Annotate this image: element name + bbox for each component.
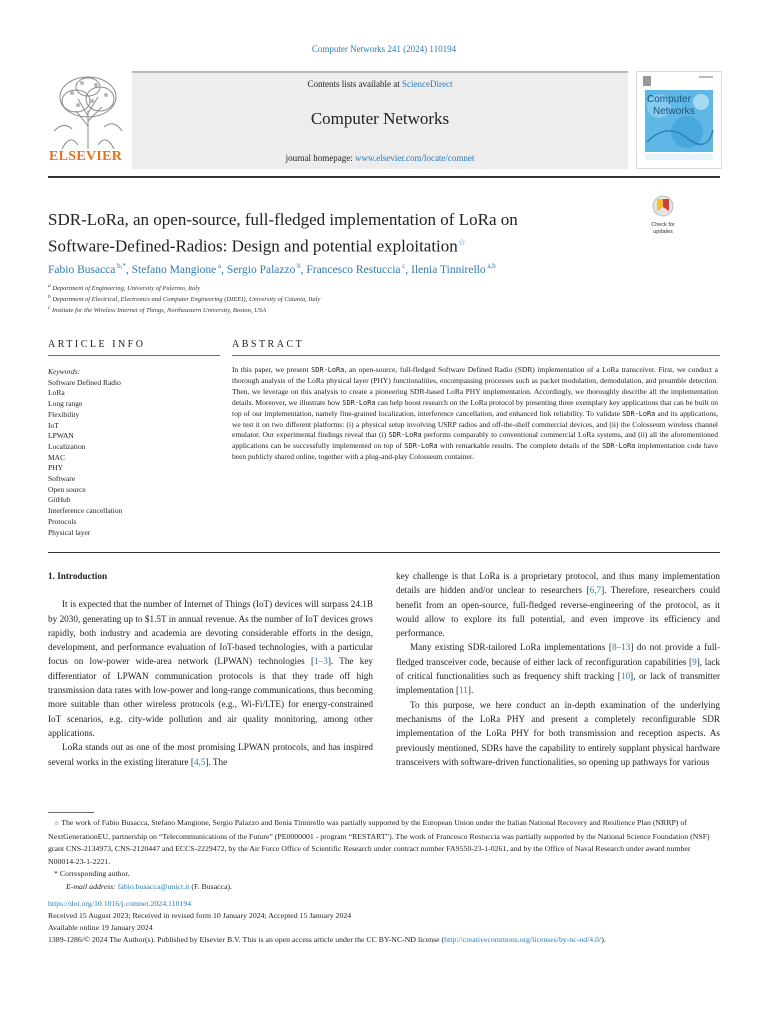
paragraph-text: To this purpose, we here conduct an in-depth examination of the underlying mechanisms of the LoRa PHY and present a completely reconfigurable SDR implementation of the LoRa PHY for both transmission and reception aspects. As previously mentioned, SDRs have the capability to entirely supplant physical hardware transceivers with software-driven functionalities, so opening up pathways for various — [396, 699, 720, 767]
reference-citation[interactable]: [10] — [617, 671, 634, 682]
received-dates: Received 15 August 2023; Received in revised form 10 January 2024; Accepted 15 January 2024 — [48, 911, 352, 920]
author-name[interactable]: Sergio Palazzo — [226, 263, 296, 276]
keyword-item: Interference cancellation — [48, 506, 123, 516]
cover-title-line1: Computer — [647, 94, 691, 105]
intro-left-column — [48, 569, 373, 769]
intro-paragraph — [396, 569, 720, 640]
crossmark-icon — [646, 195, 680, 217]
keywords-block — [48, 367, 220, 538]
article-title-line1: SDR-LoRa, an open-source, full-fledged implementation of LoRa on — [48, 210, 518, 229]
article-title — [48, 208, 608, 258]
paragraph-text: do not provide a full-fledged transceiver code, because of either lack of reconfiguration capabilities — [396, 642, 720, 667]
license-prefix: 1389-1286/© 2024 The Author(s). Published by Elsevier B.V. This is an open access article under the CC BY-NC-ND license ( — [48, 935, 445, 944]
elsevier-wordmark: ELSEVIER — [49, 149, 123, 164]
publication-info — [48, 898, 720, 946]
homepage-prefix: journal homepage: — [285, 153, 356, 163]
reference-link[interactable]: 8–13 — [611, 642, 631, 653]
title-footnote-mark[interactable]: ☆ — [457, 237, 466, 247]
reference-citation[interactable]: [1–3] — [310, 656, 331, 667]
keyword-item: LPWAN — [48, 431, 74, 441]
abstract-heading: ABSTRACT — [232, 339, 305, 350]
paragraph-text: . The — [208, 756, 228, 767]
funding-footnote-mark: ☆ — [54, 821, 60, 827]
reference-citation[interactable]: [4,5] — [190, 756, 209, 767]
homepage-line — [132, 153, 628, 163]
contents-line — [132, 79, 628, 89]
reference-citation[interactable]: [6,7] — [586, 585, 605, 596]
paragraph-text: Many existing SDR-tailored LoRa implementations — [410, 642, 609, 653]
cover-title-line2: Networks — [653, 106, 695, 117]
article-info-rule — [48, 355, 220, 356]
reference-link[interactable]: 4,5 — [193, 756, 206, 767]
affiliation-text: Department of Electrical, Electronics and Computer Engineering (DIEEI), University of Catania, Italy — [52, 296, 321, 304]
reference-link[interactable]: 11 — [459, 685, 468, 696]
intro-paragraph — [396, 640, 720, 697]
keyword-item: Open source — [48, 484, 86, 494]
keyword-item: Flexibility — [48, 409, 80, 419]
cover-artwork — [637, 72, 721, 168]
paragraph-text: , or lack of transmitter implementation — [396, 671, 720, 696]
abstract-text — [232, 365, 718, 463]
intro-right-column — [396, 569, 720, 769]
check-for-updates-badge[interactable] — [646, 195, 680, 235]
affiliation-text: Institute for the Wireless Internet of Things, Northeastern University, Boston, USA — [52, 307, 267, 315]
affiliation-c — [48, 305, 728, 314]
reference-link[interactable]: 6,7 — [589, 585, 602, 596]
intro-paragraph — [48, 597, 373, 740]
author-separator: , — [300, 263, 307, 276]
keyword-item: LoRa — [48, 388, 65, 398]
crossmark-line1: Check for — [651, 222, 675, 228]
author-affiliation-mark[interactable]: b — [295, 262, 301, 270]
author-separator: , — [405, 263, 412, 276]
reference-link[interactable]: 1–3 — [314, 656, 328, 667]
affiliation-text: Department of Engineering, University of Palermo, Italy — [52, 285, 200, 293]
intro-paragraph — [396, 698, 720, 769]
code-term: SDR-LoRa — [622, 409, 656, 418]
keyword-item: Long range — [48, 399, 83, 409]
abstract-segment: , an open-source, full-fledged Software Defined Radio (SDR) implementation of a LoRa transceiver. First, we conduct a thorough analysis of the LoRa physical layer (PHY) functionalities, encompassing processes such as packet modulation, demodulation, and preamble detection. Then, we leverage on this analysis to create a pioneering SDR-based LoRa PHY implementation. Accordingly, we thoroughly describe all the implementation details. Moreover, we illustrate how — [232, 365, 718, 407]
license-suffix: ). — [601, 935, 606, 944]
intro-paragraph — [48, 740, 373, 769]
corresponding-text: Corresponding author. — [59, 869, 130, 879]
elsevier-tree-icon — [48, 71, 128, 151]
reference-citation[interactable]: [11] — [455, 685, 471, 696]
author-list — [48, 262, 728, 276]
funding-footnote-text: The work of Fabio Busacca, Stefano Mangione, Sergio Palazzo and Ilenia Tinnirello was partially supported by the European Union under the Italian National Recovery and Resilience Plan (NRRP) of NextGenerationEU, partnership on “Telecommunications of the Future” (PE0000001 - program “RESTART”). The work of Francesco Restuccia was partially supported by the National Science Foundation (NSF) grant CNS-2134973, CNS-2120447 and ECCS-2229472, by the Air Force Office of Scientific Research under contract number FA9550-23-1-0261, and by the Office of Naval Research under award number N00014-23-1-2221. — [48, 818, 710, 866]
reference-citation[interactable]: [9] — [689, 656, 700, 667]
code-term: SDR-LoRa — [602, 442, 636, 451]
intro-heading: 1. Introduction — [48, 571, 108, 581]
doi-link[interactable]: https://doi.org/10.1016/j.comnet.2024.110194 — [48, 899, 192, 908]
available-online-date: Available online 19 January 2024 — [48, 923, 153, 932]
article-info-heading: ARTICLE INFO — [48, 339, 146, 350]
keyword-item: Physical layer — [48, 527, 91, 537]
author-email-link[interactable]: fabio.busacca@unict.it — [117, 881, 190, 891]
keyword-item: Software — [48, 474, 76, 484]
code-term: SDR-LoRa — [311, 366, 345, 374]
keywords-label: Keywords: — [48, 367, 81, 376]
author-affiliation-mark[interactable]: a,b — [485, 262, 496, 270]
keyword-item: Software Defined Radio — [48, 377, 121, 387]
author-name[interactable]: Francesco Restuccia — [306, 263, 401, 276]
license-line — [48, 934, 720, 946]
reference-link[interactable]: 9 — [692, 656, 697, 667]
corresponding-mark: * — [54, 869, 58, 879]
paragraph-text: . The key differentiator of LPWAN communication protocols is that they trade off high transmission data rates with low-power and long-range communications, thus becoming more suitable than other wireless protocols (e.g., Wi-Fi/LTE) for energy-constrained IoT scenarios, e.g. city-wide pollution and air quality monitoring, among other applications. — [48, 656, 373, 738]
footnote-rule — [48, 812, 94, 813]
footnotes — [48, 817, 720, 894]
masthead-rule — [48, 176, 720, 178]
paragraph-text: , lack of critical functionalities such as frequency shift tracking — [396, 656, 720, 682]
author-affiliation-mark[interactable]: c — [400, 262, 406, 270]
abstract-rule — [232, 355, 720, 356]
keyword-item: GitHub — [48, 495, 71, 505]
author-separator: , — [125, 263, 132, 276]
abstract-segment: and its applications, we test it on two different platforms: (i) a physical setup involving USRP radios and off-the-shelf commercial devices, and (ii) the Colosseum wireless channel emulator. Our experimental findings reveal that (i) — [232, 408, 718, 440]
author-separator: , — [221, 263, 227, 276]
email-suffix: (F. Busacca). — [189, 881, 233, 891]
author-name[interactable]: Fabio Busacca — [48, 263, 116, 276]
keyword-item: IoT — [48, 420, 59, 430]
code-term: SDR-LoRa — [388, 431, 422, 440]
keyword-item: PHY — [48, 463, 64, 473]
abstract-bottom-rule — [48, 552, 720, 553]
reference-citation[interactable]: [8–13] — [608, 642, 634, 653]
abstract-segment: performs comparably to conventional commercial LoRa systems, and (ii) all the aforementioned applications can be successfully implemented on top of — [232, 430, 718, 451]
affiliation-mark: c — [48, 305, 51, 311]
sciencedirect-link[interactable]: ScienceDirect — [402, 79, 453, 89]
affiliation-mark: a — [48, 283, 51, 289]
crossmark-line2: updates — [653, 228, 673, 235]
keyword-item: MAC — [48, 452, 66, 462]
code-term: SDR-LoRa — [404, 442, 438, 451]
email-line — [48, 881, 720, 894]
elsevier-logo — [48, 71, 128, 167]
journal-homepage-link[interactable]: www.elsevier.com/locate/comnet — [355, 153, 475, 163]
journal-header-box — [132, 71, 628, 169]
abstract-segment: In this paper, we present — [232, 365, 312, 374]
paragraph-text: . Therefore, researchers could benefit from an open-source, full-fledged reverse-engineering of the protocol, as it would allow to explore its full potential, and even improve its efficiency and performance. — [396, 585, 720, 639]
code-term: SDR-LoRa — [342, 398, 376, 407]
license-link[interactable]: http://creativecommons.org/licenses/by-nc-nd/4.0/ — [444, 935, 602, 944]
author-name[interactable]: Stefano Mangione — [131, 263, 217, 276]
journal-masthead — [48, 71, 720, 167]
abstract-segment: implementation code have been publicly shared online, together with a plug-and-play Colosseum container. — [232, 441, 718, 462]
corresponding-author-note — [48, 868, 720, 881]
reference-link[interactable]: 10 — [620, 671, 631, 682]
paragraph-text: key challenge is that LoRa is a proprietary protocol, and thus many implementation details are hidden and/or unclear to researchers — [396, 571, 720, 596]
journal-name: Computer Networks — [310, 109, 450, 128]
email-label: E-mail address: — [66, 881, 116, 891]
contents-prefix: Contents lists available at — [307, 79, 402, 89]
affiliation-b — [48, 294, 728, 303]
article-title-line2: Software-Defined-Radios: Design and potential exploitation — [48, 236, 458, 256]
paragraph-text: It is expected that the number of Internet of Things (IoT) devices will surpass 24.1B by 2030, generating up to $1.5T in annual revenue. As the number of IoT devices grows rapidly, both industry and academia are devoting considerable efforts in the design, development, and performance evaluation of IoT-based technologies, with a particular focus on low-power wide-area network (LPWAN) technologies — [48, 599, 373, 667]
keyword-item: Protocols — [48, 516, 77, 526]
journal-citation[interactable]: Computer Networks 241 (2024) 110194 — [311, 44, 457, 54]
paragraph-text: LoRa stands out as one of the most promising LPWAN protocols, and has inspired several works in the existing literature — [48, 742, 373, 767]
paragraph-text: . — [470, 685, 474, 696]
journal-cover-image — [636, 71, 722, 169]
funding-footnote — [48, 817, 720, 868]
author-affiliation-mark[interactable]: b,* — [115, 262, 126, 270]
affiliation-a — [48, 283, 728, 292]
keywords-list — [48, 378, 220, 539]
abstract-segment: with remarkable results. The complete details of the — [437, 441, 603, 451]
keyword-item: Localization — [48, 441, 86, 451]
author-name[interactable]: Ilenia Tinnirello — [411, 263, 486, 276]
affiliation-mark: b — [48, 294, 51, 300]
abstract-segment: can help boost research on the LoRa protocol by presenting three exemplary key applications that can be built on top of our implementation, namely fine-grained localization, interference cancellation, and enhanced link reliability. To validate — [232, 397, 718, 418]
author-affiliation-mark[interactable]: a — [216, 262, 222, 270]
